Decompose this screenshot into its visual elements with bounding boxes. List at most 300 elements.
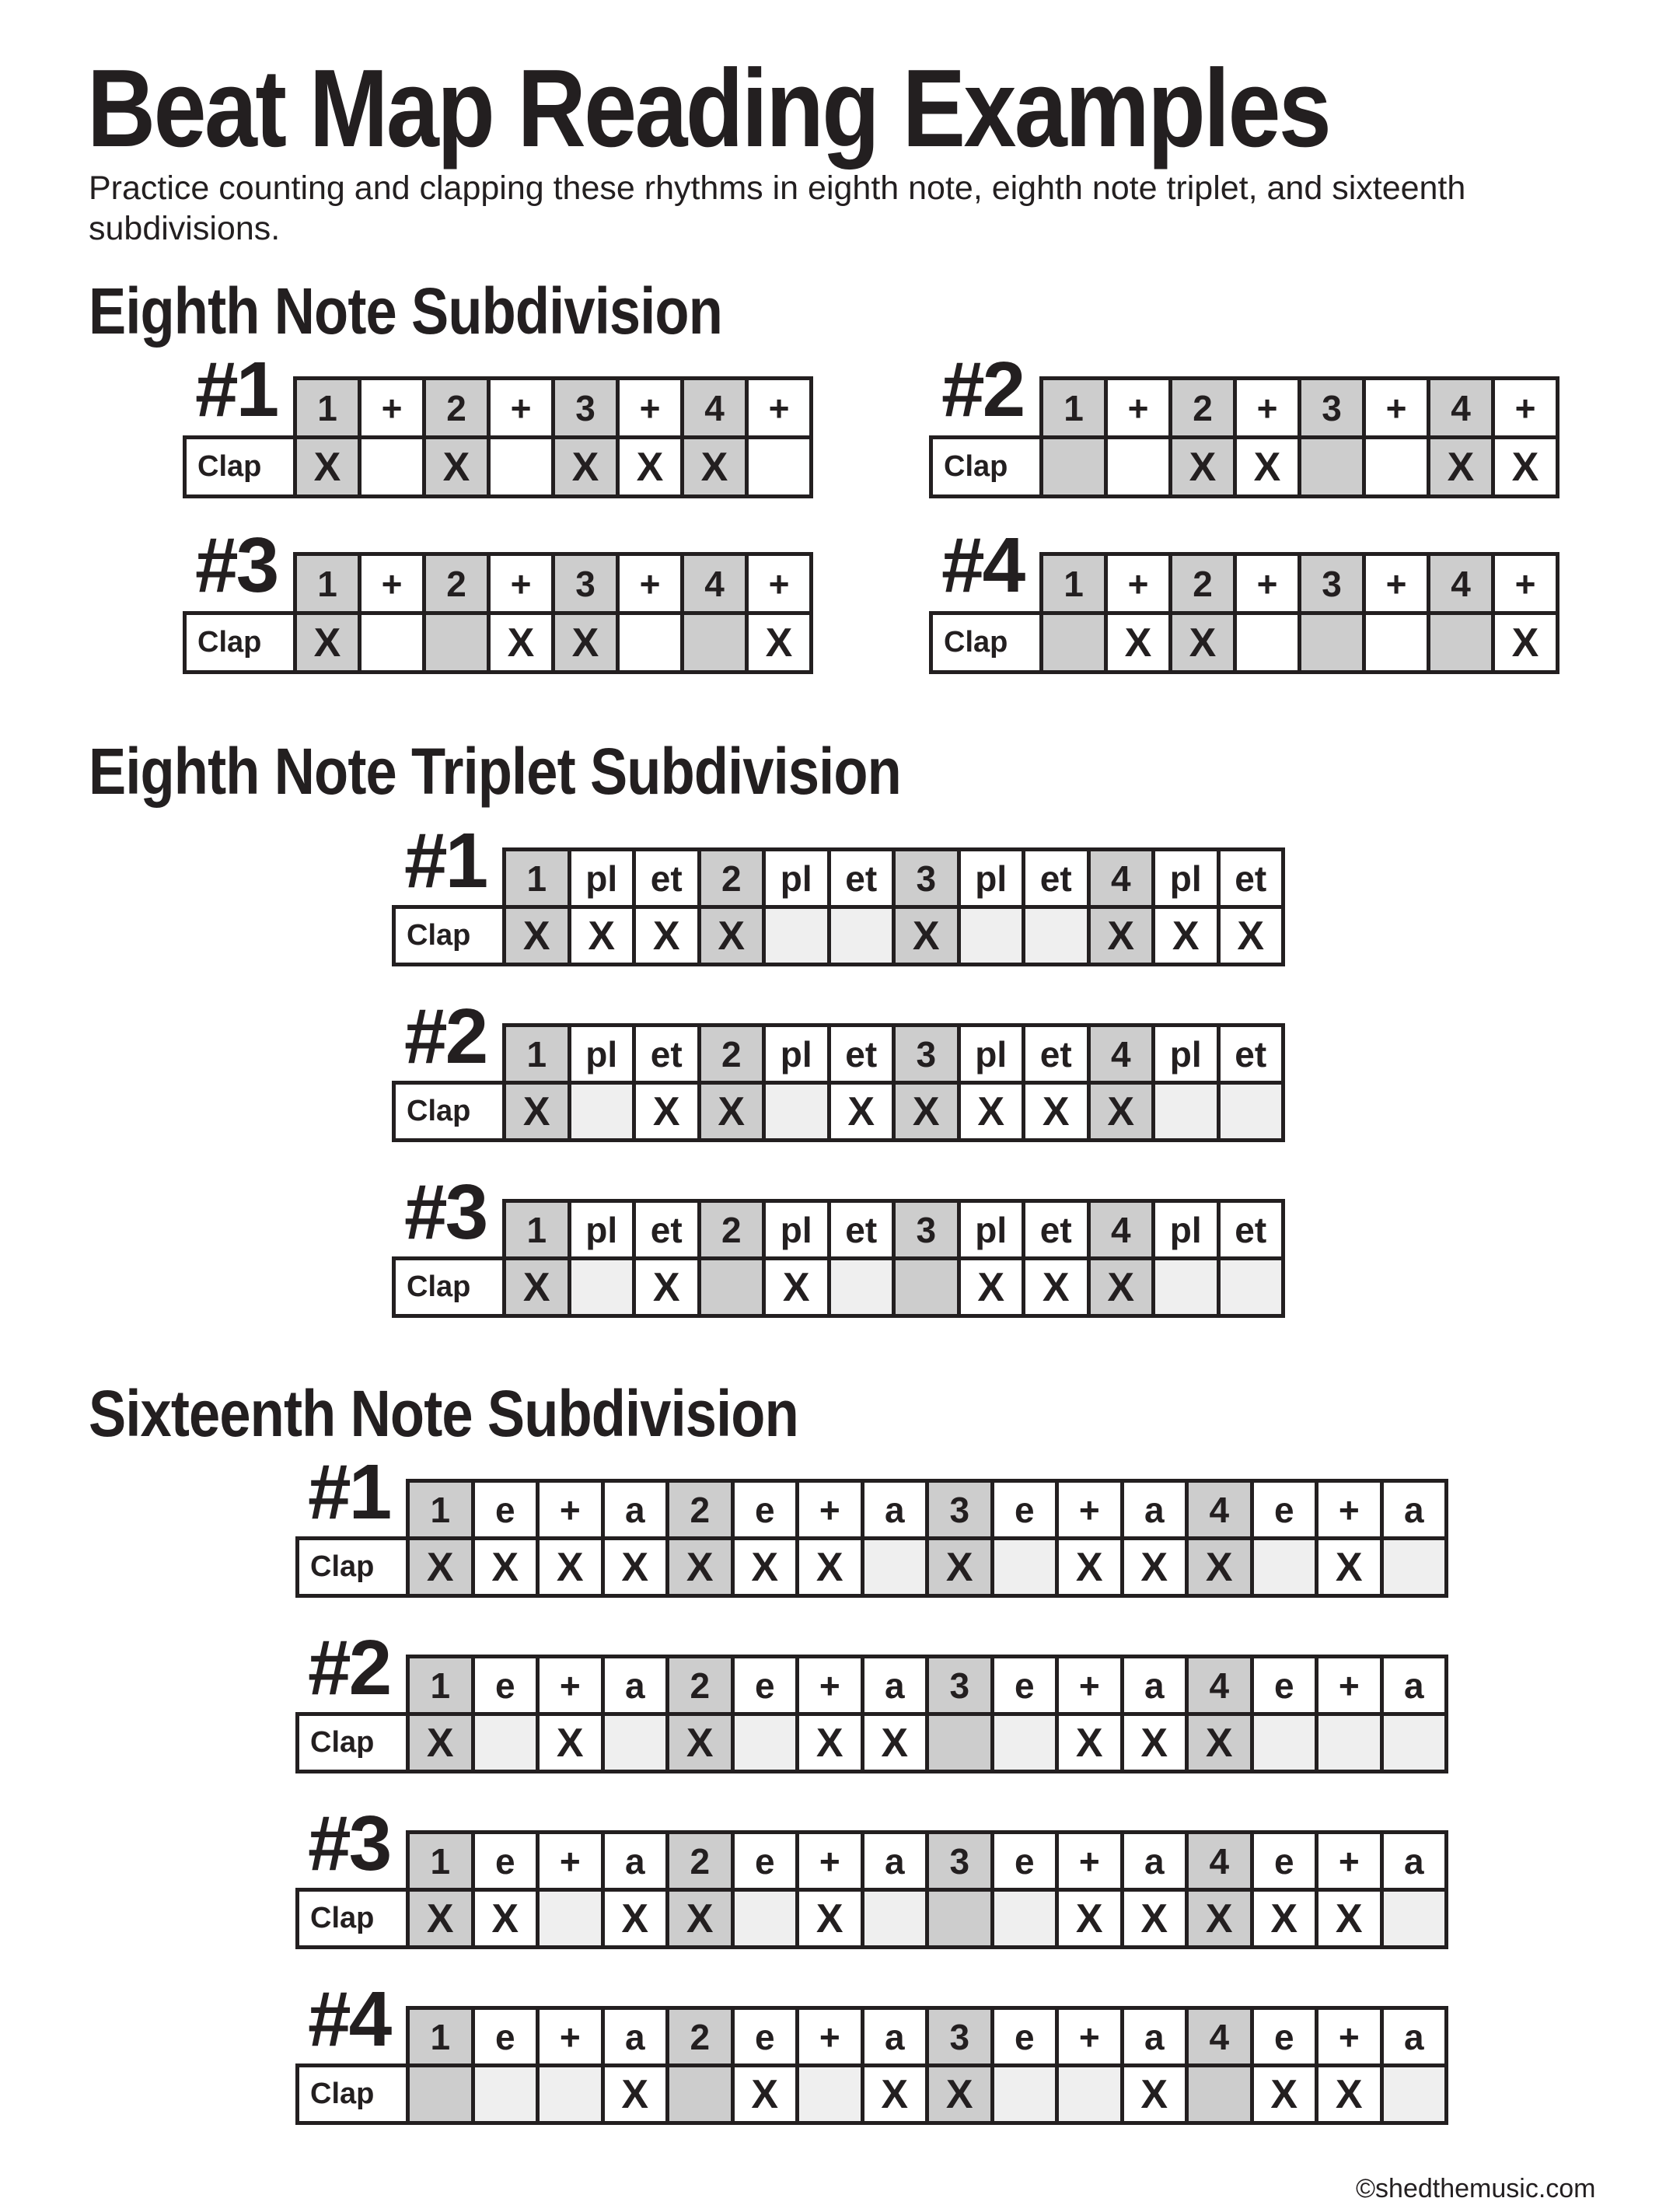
beat-count-cell: 2 [668, 2008, 733, 2066]
clap-cell: X [668, 1714, 733, 1772]
clap-cell: X [602, 2066, 668, 2123]
clap-row-label: Clap [931, 438, 1042, 497]
clap-cell: X [1122, 1714, 1187, 1772]
clap-cell: X [764, 1259, 830, 1316]
grid-spacer [394, 1026, 505, 1083]
clap-cell [829, 1259, 894, 1316]
example-number: #1 [195, 346, 278, 433]
clap-cell [569, 1259, 634, 1316]
beat-count-cell: 2 [424, 379, 489, 438]
clap-cell: X [1024, 1083, 1089, 1141]
section-heading-triplet: Eighth Note Triplet Subdivision [89, 735, 901, 808]
beat-count-cell: 4 [1429, 379, 1493, 438]
beat-count-cell: 1 [295, 379, 360, 438]
clap-cell [747, 438, 812, 497]
clap-cell: X [554, 438, 618, 497]
beat-count-cell: 2 [1171, 554, 1235, 613]
clap-cell: X [538, 1714, 603, 1772]
beat-count-cell: pl [569, 850, 634, 907]
beat-grid [295, 1830, 1448, 1949]
clap-row-label: Clap [185, 613, 295, 673]
example-number: #2 [941, 346, 1024, 433]
beat-count-cell: 1 [505, 1026, 570, 1083]
grid-spacer [931, 379, 1042, 438]
clap-cell [538, 1890, 603, 1948]
beat-count-cell: a [602, 2008, 668, 2066]
beat-count-cell: 1 [295, 554, 360, 613]
beat-count-cell: e [732, 1481, 798, 1539]
grid-spacer [298, 1657, 408, 1714]
example-number: #4 [941, 522, 1024, 609]
beat-count-cell: pl [1154, 1201, 1219, 1259]
example-number: #3 [195, 522, 278, 609]
beat-count-cell: 2 [424, 554, 489, 613]
clap-cell [473, 1714, 538, 1772]
clap-row-label: Clap [394, 1083, 505, 1141]
clap-cell [764, 907, 830, 965]
beat-count-cell: 4 [683, 379, 747, 438]
beat-count-cell: + [489, 554, 554, 613]
clap-cell: X [1493, 438, 1558, 497]
clap-cell [473, 2066, 538, 2123]
clap-cell: X [1429, 438, 1493, 497]
beat-count-cell: 2 [699, 1201, 764, 1259]
clap-row-label: Clap [185, 438, 295, 497]
beat-grid [392, 1199, 1285, 1318]
grid-spacer [298, 2008, 408, 2066]
beat-count-cell: + [1493, 554, 1558, 613]
clap-cell [1042, 438, 1106, 497]
beat-count-cell: 3 [894, 1201, 959, 1259]
beat-count-cell: + [618, 554, 683, 613]
clap-cell [959, 907, 1024, 965]
clap-cell [732, 1890, 798, 1948]
beat-count-cell: 2 [668, 1481, 733, 1539]
beat-count-cell: pl [569, 1201, 634, 1259]
beat-count-cell: + [1317, 1481, 1382, 1539]
beat-count-cell: + [538, 1481, 603, 1539]
beat-count-cell: + [360, 554, 424, 613]
beat-count-cell: 3 [927, 2008, 993, 2066]
clap-cell: X [699, 1083, 764, 1141]
clap-cell [829, 907, 894, 965]
clap-cell [1429, 613, 1493, 673]
example-number: #2 [308, 1624, 390, 1711]
beat-count-cell: et [1024, 1026, 1089, 1083]
clap-cell [732, 1714, 798, 1772]
clap-cell: X [602, 1890, 668, 1948]
beat-count-cell: 4 [1088, 1026, 1154, 1083]
beat-count-cell: e [992, 2008, 1057, 2066]
clap-cell [862, 1539, 927, 1596]
beat-count-cell: e [732, 1833, 798, 1890]
clap-cell [764, 1083, 830, 1141]
clap-cell: X [862, 2066, 927, 2123]
beat-grid [392, 847, 1285, 966]
beat-count-cell: + [1057, 2008, 1123, 2066]
clap-cell [992, 2066, 1057, 2123]
beat-count-cell: a [1381, 1657, 1447, 1714]
clap-cell [408, 2066, 473, 2123]
clap-cell: X [1187, 1714, 1252, 1772]
clap-cell: X [894, 1083, 959, 1141]
clap-cell [538, 2066, 603, 2123]
clap-cell [668, 2066, 733, 2123]
clap-cell: X [1252, 2066, 1317, 2123]
grid-spacer [185, 379, 295, 438]
clap-cell: X [894, 907, 959, 965]
beat-count-cell: pl [764, 850, 830, 907]
beat-count-cell: + [1493, 379, 1558, 438]
clap-cell [1381, 1890, 1447, 1948]
beat-count-cell: et [829, 1026, 894, 1083]
clap-cell: X [732, 2066, 798, 2123]
beat-count-cell: e [473, 2008, 538, 2066]
beat-count-cell: + [538, 1833, 603, 1890]
beat-count-cell: pl [764, 1026, 830, 1083]
clap-cell: X [829, 1083, 894, 1141]
beat-count-cell: 2 [699, 850, 764, 907]
clap-cell: X [927, 1539, 993, 1596]
beat-count-cell: + [1057, 1657, 1123, 1714]
beat-count-cell: a [1122, 1833, 1187, 1890]
clap-cell [489, 438, 554, 497]
clap-cell [1381, 1539, 1447, 1596]
beat-count-cell: + [1317, 2008, 1382, 2066]
clap-cell [699, 1259, 764, 1316]
grid-spacer [298, 1833, 408, 1890]
beat-count-cell: + [1364, 379, 1429, 438]
beat-count-cell: et [634, 1201, 700, 1259]
clap-cell: X [1171, 438, 1235, 497]
beat-count-cell: 2 [668, 1657, 733, 1714]
beat-count-cell: 1 [505, 850, 570, 907]
beat-count-cell: a [862, 2008, 927, 2066]
clap-cell: X [683, 438, 747, 497]
example-number: #1 [308, 1448, 390, 1536]
grid-spacer [298, 1481, 408, 1539]
beat-count-cell: 4 [1429, 554, 1493, 613]
clap-cell [1252, 1714, 1317, 1772]
beat-grid [295, 1479, 1448, 1598]
clap-cell: X [1088, 1083, 1154, 1141]
beat-count-cell: et [1024, 1201, 1089, 1259]
clap-cell: X [1187, 1890, 1252, 1948]
clap-cell: X [1057, 1539, 1123, 1596]
clap-cell [1317, 1714, 1382, 1772]
clap-cell: X [668, 1539, 733, 1596]
clap-cell: X [618, 438, 683, 497]
clap-cell: X [747, 613, 812, 673]
grid-spacer [394, 850, 505, 907]
beat-count-cell: e [473, 1833, 538, 1890]
clap-cell: X [1057, 1890, 1123, 1948]
clap-cell: X [1252, 1890, 1317, 1948]
clap-cell [1106, 438, 1171, 497]
clap-cell: X [489, 613, 554, 673]
example-number: #1 [404, 817, 487, 904]
clap-cell: X [1317, 2066, 1382, 2123]
beat-count-cell: et [829, 1201, 894, 1259]
clap-cell [927, 1714, 993, 1772]
beat-count-cell: + [747, 554, 812, 613]
beat-count-cell: 3 [1300, 554, 1364, 613]
beat-count-cell: a [1122, 1481, 1187, 1539]
clap-cell: X [473, 1890, 538, 1948]
beat-count-cell: e [992, 1481, 1057, 1539]
beat-grid [183, 552, 813, 674]
beat-count-cell: a [862, 1833, 927, 1890]
clap-cell: X [668, 1890, 733, 1948]
clap-cell: X [1122, 2066, 1187, 2123]
beat-count-cell: e [732, 2008, 798, 2066]
beat-count-cell: + [1317, 1657, 1382, 1714]
beat-grid [183, 376, 813, 498]
example-number: #3 [404, 1169, 487, 1256]
beat-count-cell: pl [959, 1026, 1024, 1083]
beat-count-cell: e [1252, 1657, 1317, 1714]
beat-count-cell: e [1252, 1833, 1317, 1890]
beat-count-cell: a [862, 1481, 927, 1539]
beat-count-cell: 2 [1171, 379, 1235, 438]
example-number: #4 [308, 1976, 390, 2063]
clap-cell: X [927, 2066, 993, 2123]
beat-grid [392, 1023, 1285, 1142]
beat-count-cell: pl [1154, 1026, 1219, 1083]
beat-count-cell: + [747, 379, 812, 438]
clap-cell [618, 613, 683, 673]
clap-cell: X [1106, 613, 1171, 673]
clap-row-label: Clap [298, 2066, 408, 2123]
clap-cell [992, 1890, 1057, 1948]
beat-count-cell: 1 [408, 2008, 473, 2066]
clap-cell [992, 1539, 1057, 1596]
page-title: Beat Map Reading Examples [87, 47, 1330, 170]
beat-grid [929, 552, 1559, 674]
beat-count-cell: et [1218, 850, 1284, 907]
clap-cell: X [1057, 1714, 1123, 1772]
clap-cell: X [1088, 907, 1154, 965]
clap-cell: X [1493, 613, 1558, 673]
beat-count-cell: a [862, 1657, 927, 1714]
clap-cell: X [1171, 613, 1235, 673]
clap-cell: X [473, 1539, 538, 1596]
beat-count-cell: 4 [1088, 850, 1154, 907]
clap-cell [1187, 2066, 1252, 2123]
beat-count-cell: 2 [668, 1833, 733, 1890]
example-number: #3 [308, 1800, 390, 1887]
clap-cell [1218, 1259, 1284, 1316]
beat-count-cell: 4 [1088, 1201, 1154, 1259]
beat-count-cell: et [634, 850, 700, 907]
clap-cell [1042, 613, 1106, 673]
clap-cell [1154, 1259, 1219, 1316]
clap-cell: X [959, 1083, 1024, 1141]
beat-count-cell: 1 [505, 1201, 570, 1259]
clap-cell: X [634, 907, 700, 965]
clap-cell: X [505, 1083, 570, 1141]
beat-count-cell: pl [1154, 850, 1219, 907]
beat-count-cell: + [798, 2008, 863, 2066]
clap-row-label: Clap [298, 1714, 408, 1772]
beat-count-cell: 4 [1187, 1657, 1252, 1714]
clap-cell [360, 613, 424, 673]
beat-count-cell: e [992, 1833, 1057, 1890]
clap-cell [1024, 907, 1089, 965]
clap-cell [1364, 438, 1429, 497]
clap-cell: X [1154, 907, 1219, 965]
beat-count-cell: et [1218, 1201, 1284, 1259]
clap-cell: X [295, 438, 360, 497]
beat-count-cell: e [473, 1657, 538, 1714]
clap-cell [894, 1259, 959, 1316]
beat-grid [295, 1655, 1448, 1773]
beat-count-cell: + [1317, 1833, 1382, 1890]
clap-cell: X [959, 1259, 1024, 1316]
clap-row-label: Clap [394, 1259, 505, 1316]
clap-cell: X [554, 613, 618, 673]
beat-count-cell: 3 [1300, 379, 1364, 438]
beat-count-cell: a [602, 1481, 668, 1539]
clap-cell: X [798, 1714, 863, 1772]
beat-count-cell: 2 [699, 1026, 764, 1083]
beat-count-cell: et [1024, 850, 1089, 907]
clap-cell: X [602, 1539, 668, 1596]
beat-count-cell: pl [959, 850, 1024, 907]
clap-cell: X [798, 1890, 863, 1948]
beat-count-cell: + [618, 379, 683, 438]
beat-count-cell: + [1106, 379, 1171, 438]
clap-cell [569, 1083, 634, 1141]
grid-spacer [394, 1201, 505, 1259]
beat-count-cell: 3 [927, 1481, 993, 1539]
clap-cell: X [732, 1539, 798, 1596]
clap-cell: X [569, 907, 634, 965]
copyright-footer: ©shedthemusic.com [1356, 2174, 1596, 2203]
beat-count-cell: 4 [1187, 2008, 1252, 2066]
clap-cell: X [1122, 1890, 1187, 1948]
beat-count-cell: a [1381, 1833, 1447, 1890]
beat-count-cell: 3 [927, 1657, 993, 1714]
beat-grid [295, 2006, 1448, 2125]
beat-count-cell: a [1122, 2008, 1187, 2066]
clap-cell: X [1187, 1539, 1252, 1596]
clap-cell [1218, 1083, 1284, 1141]
beat-count-cell: 1 [1042, 554, 1106, 613]
beat-count-cell: a [1381, 1481, 1447, 1539]
beat-count-cell: e [1252, 1481, 1317, 1539]
beat-count-cell: 3 [894, 850, 959, 907]
beat-count-cell: e [1252, 2008, 1317, 2066]
beat-count-cell: 3 [554, 379, 618, 438]
clap-row-label: Clap [298, 1890, 408, 1948]
beat-count-cell: et [1218, 1026, 1284, 1083]
beat-count-cell: + [1235, 554, 1300, 613]
beat-count-cell: + [1106, 554, 1171, 613]
beat-count-cell: 1 [408, 1481, 473, 1539]
section-heading-sixteenth: Sixteenth Note Subdivision [89, 1377, 798, 1450]
clap-cell [1364, 613, 1429, 673]
beat-count-cell: e [473, 1481, 538, 1539]
clap-cell [360, 438, 424, 497]
clap-cell [683, 613, 747, 673]
grid-spacer [185, 554, 295, 613]
beat-count-cell: + [1057, 1833, 1123, 1890]
clap-cell: X [538, 1539, 603, 1596]
clap-cell: X [424, 438, 489, 497]
beat-count-cell: pl [764, 1201, 830, 1259]
section-heading-eighth: Eighth Note Subdivision [89, 274, 722, 348]
beat-count-cell: 4 [1187, 1833, 1252, 1890]
clap-cell [1381, 1714, 1447, 1772]
clap-cell [602, 1714, 668, 1772]
beat-count-cell: + [798, 1657, 863, 1714]
clap-cell [1235, 613, 1300, 673]
clap-cell: X [408, 1890, 473, 1948]
clap-cell: X [1317, 1539, 1382, 1596]
clap-cell: X [634, 1083, 700, 1141]
clap-cell: X [862, 1714, 927, 1772]
clap-cell: X [1317, 1890, 1382, 1948]
beat-count-cell: 1 [408, 1833, 473, 1890]
clap-cell: X [408, 1539, 473, 1596]
intro-text: Practice counting and clapping these rhythms in eighth note, eighth note triplet, and sixteenth subdivisions. [89, 169, 1466, 247]
beat-count-cell: + [489, 379, 554, 438]
clap-cell: X [634, 1259, 700, 1316]
clap-row-label: Clap [931, 613, 1042, 673]
clap-cell: X [798, 1539, 863, 1596]
clap-cell: X [295, 613, 360, 673]
beat-count-cell: + [798, 1833, 863, 1890]
beat-count-cell: a [602, 1657, 668, 1714]
clap-cell [927, 1890, 993, 1948]
clap-cell: X [505, 907, 570, 965]
clap-cell [1252, 1539, 1317, 1596]
clap-cell [1300, 438, 1364, 497]
beat-count-cell: 3 [554, 554, 618, 613]
beat-count-cell: + [798, 1481, 863, 1539]
beat-count-cell: a [1122, 1657, 1187, 1714]
beat-count-cell: a [602, 1833, 668, 1890]
clap-cell [1381, 2066, 1447, 2123]
clap-cell [424, 613, 489, 673]
beat-count-cell: 4 [683, 554, 747, 613]
clap-cell: X [699, 907, 764, 965]
clap-cell: X [408, 1714, 473, 1772]
clap-cell [1057, 2066, 1123, 2123]
clap-row-label: Clap [394, 907, 505, 965]
clap-cell: X [505, 1259, 570, 1316]
beat-count-cell: pl [569, 1026, 634, 1083]
clap-cell [1154, 1083, 1219, 1141]
clap-cell [798, 2066, 863, 2123]
clap-cell: X [1218, 907, 1284, 965]
beat-count-cell: a [1381, 2008, 1447, 2066]
clap-cell: X [1122, 1539, 1187, 1596]
clap-cell [992, 1714, 1057, 1772]
beat-count-cell: + [538, 2008, 603, 2066]
clap-cell: X [1088, 1259, 1154, 1316]
beat-count-cell: 3 [927, 1833, 993, 1890]
example-number: #2 [404, 993, 487, 1080]
clap-cell [1300, 613, 1364, 673]
clap-cell [862, 1890, 927, 1948]
beat-count-cell: e [732, 1657, 798, 1714]
beat-count-cell: + [360, 379, 424, 438]
beat-count-cell: + [1057, 1481, 1123, 1539]
beat-count-cell: + [1235, 379, 1300, 438]
beat-count-cell: 1 [408, 1657, 473, 1714]
